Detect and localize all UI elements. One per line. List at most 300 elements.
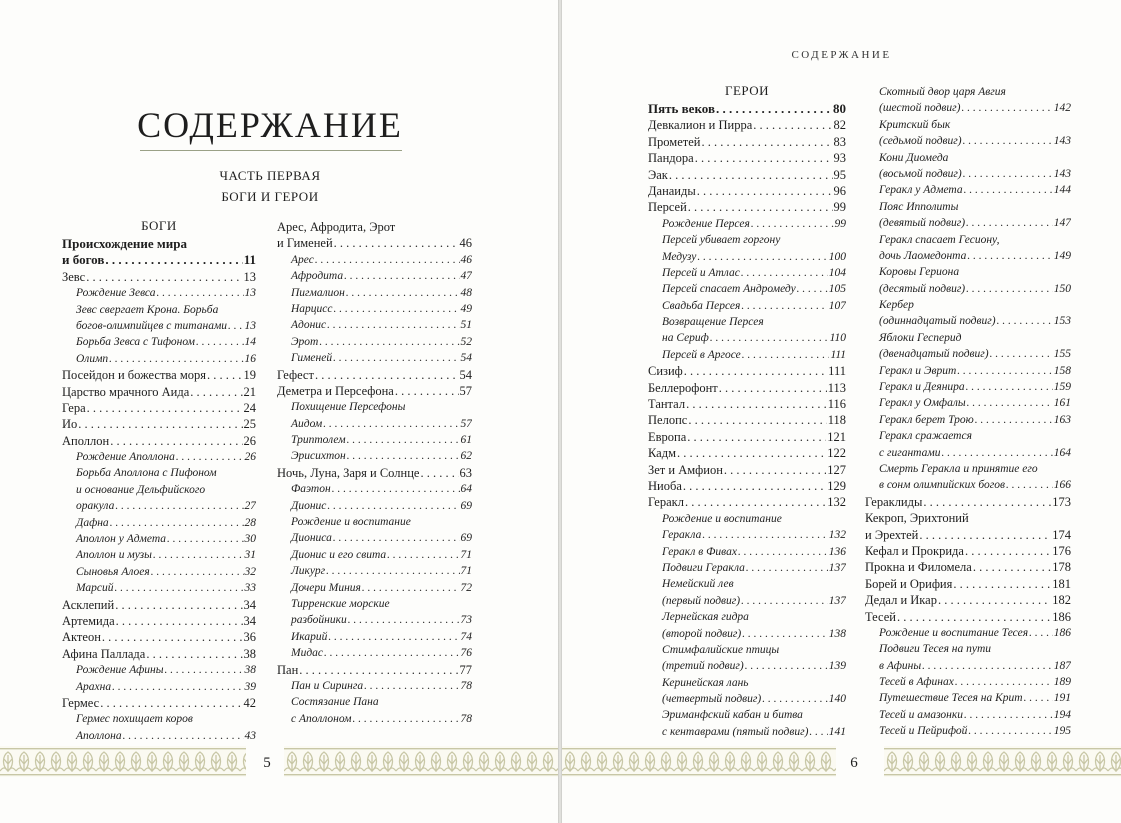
toc-entry-title: Артемида xyxy=(62,613,115,628)
toc-entry xyxy=(865,674,1071,690)
toc-dot-leader xyxy=(967,248,1052,264)
toc-dot-leader xyxy=(964,707,1053,723)
toc-entry xyxy=(277,694,472,710)
toc-page-number: 158 xyxy=(1053,364,1071,377)
toc-dot-leader xyxy=(746,560,828,576)
toc-entry xyxy=(865,609,1071,625)
toc-entry-title: Эрот xyxy=(291,335,319,348)
toc-entry-title: Нарцисс xyxy=(291,302,333,315)
toc-page-number: 132 xyxy=(827,495,846,510)
toc-entry xyxy=(277,530,472,546)
toc-entry-title: (десятый подвиг) xyxy=(879,282,966,295)
toc-entry-title: Рождение и воспитание xyxy=(291,516,411,529)
toc-entry-title: Рождение Аполлона xyxy=(76,451,175,464)
toc-dot-leader xyxy=(319,334,459,350)
toc-entry xyxy=(648,511,846,527)
toc-entry-title: Фаэтон xyxy=(291,483,331,496)
section-heading-gods: БОГИ xyxy=(141,218,177,233)
toc-page-number: 36 xyxy=(243,630,256,645)
toc-dot-leader xyxy=(123,728,244,744)
toc-page-number: 189 xyxy=(1053,676,1071,689)
toc-entry xyxy=(277,498,472,514)
toc-dot-leader xyxy=(112,679,243,695)
toc-entry-title: Коровы Гериона xyxy=(879,266,960,279)
toc-entry-title: Борей и Орифия xyxy=(865,576,953,591)
toc-entry xyxy=(648,560,846,576)
toc-page-number: 195 xyxy=(1053,725,1071,738)
toc-page-number: 144 xyxy=(1053,184,1071,197)
toc-entry xyxy=(865,133,1071,149)
toc-entry-title: на Сериф xyxy=(662,332,709,345)
toc-entry xyxy=(277,350,472,366)
toc-entry xyxy=(648,117,846,133)
toc-entry-title: Ночь, Луна, Заря и Солнце xyxy=(277,465,420,480)
toc-entry-title: в сонм олимпийских богов xyxy=(879,479,1005,492)
toc-entry xyxy=(648,396,846,412)
toc-dot-leader xyxy=(362,580,460,596)
toc-entry-title: Состязание Пана xyxy=(291,696,379,709)
toc-entry xyxy=(277,416,472,432)
toc-entry xyxy=(648,626,846,642)
toc-page-number: 61 xyxy=(460,434,472,447)
toc-entry-title: Геракл у Омфалы xyxy=(879,397,966,410)
toc-dot-leader xyxy=(997,313,1053,329)
running-head: СОДЕРЖАНИЕ xyxy=(791,49,892,61)
toc-dot-leader xyxy=(669,167,833,183)
toc-entry-title: Триптолем xyxy=(291,434,346,447)
toc-entry-title: Рождение Зевса xyxy=(76,287,156,300)
toc-page-number: 166 xyxy=(1053,479,1071,492)
toc-page-number: 178 xyxy=(1052,560,1071,575)
toc-entry xyxy=(648,298,846,314)
toc-entry-title: Зевс свергает Крона. Борьба xyxy=(76,303,219,316)
toc-entry xyxy=(62,728,256,744)
toc-dot-leader xyxy=(327,317,459,333)
toc-page-number: 136 xyxy=(828,545,846,558)
toc-page-number: 161 xyxy=(1053,397,1071,410)
toc-entry xyxy=(648,314,846,330)
toc-entry-title: и Гименей xyxy=(277,236,333,251)
toc-dot-leader xyxy=(688,412,826,428)
toc-page-number: 105 xyxy=(828,283,846,296)
toc-dot-leader xyxy=(315,367,459,383)
toc-entry-title: Персей убивает горгону xyxy=(662,234,781,247)
toc-entry xyxy=(277,268,472,284)
toc-entry-title: Ио xyxy=(62,417,78,432)
toc-entry xyxy=(648,707,846,723)
toc-dot-leader xyxy=(966,379,1053,395)
toc-entry xyxy=(865,346,1071,362)
toc-dot-leader xyxy=(176,449,244,465)
toc-dot-leader xyxy=(966,281,1053,297)
toc-entry xyxy=(865,313,1071,329)
toc-entry-title: дочь Лаомедонта xyxy=(879,249,967,262)
toc-entry xyxy=(648,445,846,461)
toc-entry-title: Сизиф xyxy=(648,364,683,379)
toc-dot-leader xyxy=(922,658,1053,674)
toc-entry-title: Дионис xyxy=(291,499,327,512)
toc-dot-leader xyxy=(702,527,827,543)
toc-entry-title: Эриманфский кабан и битва xyxy=(662,709,803,722)
toc-entry-title: Борьба Зевса с Тифоном xyxy=(76,336,195,349)
toc-dot-leader xyxy=(346,285,460,301)
toc-dot-leader xyxy=(167,531,243,547)
toc-entry-title: Пять веков xyxy=(648,101,715,116)
toc-entry xyxy=(62,465,256,481)
toc-entry xyxy=(62,613,256,629)
toc-entry-title: Персей и Атлас xyxy=(662,266,740,279)
toc-entry xyxy=(277,448,472,464)
toc-entry-title: Тантал xyxy=(648,397,686,412)
toc-entry-title: (седьмой подвиг) xyxy=(879,135,962,148)
toc-entry-title: Возвращение Персея xyxy=(662,316,764,329)
toc-page-number: 71 xyxy=(460,548,472,561)
toc-entry xyxy=(62,531,256,547)
toc-entry xyxy=(62,711,256,727)
ornament-band-left-2-svg xyxy=(284,746,558,777)
toc-dot-leader xyxy=(990,346,1053,362)
toc-page-number: 38 xyxy=(243,646,256,661)
toc-page-number: 57 xyxy=(460,417,472,430)
toc-entry xyxy=(648,249,846,265)
toc-entry-title: Рождение Персея xyxy=(662,217,750,230)
toc-page-number: 78 xyxy=(460,712,472,725)
toc-dot-leader xyxy=(387,547,459,563)
toc-entry xyxy=(62,302,256,318)
toc-entry xyxy=(277,219,472,235)
toc-entry-title: и богов xyxy=(62,252,105,268)
toc-dot-leader xyxy=(938,592,1051,608)
toc-dot-leader xyxy=(955,674,1053,690)
toc-entry xyxy=(865,150,1071,166)
toc-dot-leader xyxy=(716,101,832,117)
toc-entry-title: Кефал и Прокрида xyxy=(865,543,964,558)
toc-page-number: 194 xyxy=(1053,708,1071,721)
toc-entry xyxy=(648,658,846,674)
toc-page-number: 121 xyxy=(827,429,846,444)
toc-dot-leader xyxy=(332,481,460,497)
toc-entry-title: Аполлон у Адмета xyxy=(76,533,167,546)
toc-dot-leader xyxy=(967,395,1053,411)
toc-page-number: 69 xyxy=(460,532,472,545)
toc-page-number: 143 xyxy=(1053,135,1071,148)
toc-entry xyxy=(865,559,1071,575)
toc-dot-leader xyxy=(710,330,829,346)
toc-page-number: 80 xyxy=(833,101,846,116)
toc-page-number: 93 xyxy=(833,151,846,166)
toc-entry-title: Данаиды xyxy=(648,183,696,198)
toc-page-number: 99 xyxy=(834,217,846,230)
toc-dot-leader xyxy=(1024,690,1053,706)
toc-dot-leader xyxy=(207,367,243,383)
toc-page-number: 77 xyxy=(459,662,472,677)
toc-entry xyxy=(62,236,256,252)
toc-entry xyxy=(62,433,256,449)
page-number-left: 5 xyxy=(263,755,271,771)
toc-entry xyxy=(865,445,1071,461)
toc-page-number: 129 xyxy=(827,478,846,493)
page-title: СОДЕРЖАНИЕ xyxy=(137,105,403,145)
toc-entry-title: Сыновья Алоея xyxy=(76,565,150,578)
toc-entry xyxy=(865,199,1071,215)
toc-entry-title: Дафна xyxy=(76,516,109,529)
toc-dot-leader xyxy=(741,298,827,314)
toc-page-number: 13 xyxy=(244,319,256,332)
toc-dot-leader xyxy=(86,269,242,285)
toc-entry xyxy=(865,297,1071,313)
toc-page-number: 43 xyxy=(244,729,256,742)
toc-page-number: 47 xyxy=(460,270,472,283)
toc-page-number: 111 xyxy=(828,364,846,379)
toc-entry-title: Дедал и Икар xyxy=(865,593,937,608)
toc-page-number: 83 xyxy=(833,134,846,149)
toc-page-number: 16 xyxy=(244,352,256,365)
toc-dot-leader xyxy=(683,478,826,494)
toc-entry xyxy=(277,235,472,251)
toc-entry-title: Прокна и Филомела xyxy=(865,560,972,575)
toc-dot-leader xyxy=(973,559,1051,575)
toc-entry xyxy=(865,690,1071,706)
toc-entry-title: Ликург xyxy=(291,565,326,578)
toc-dot-leader xyxy=(102,629,243,645)
toc-entry-title: Кербер xyxy=(879,299,914,312)
toc-entry xyxy=(62,400,256,416)
toc-entry xyxy=(648,576,846,592)
toc-entry-title: Кекроп, Эрихтоний xyxy=(865,511,969,526)
toc-entry-title: Адонис xyxy=(291,319,327,332)
toc-entry xyxy=(865,100,1071,116)
toc-entry xyxy=(648,363,846,379)
toc-page-number: 49 xyxy=(460,302,472,315)
toc-page-number: 14 xyxy=(244,336,256,349)
toc-entry-title: Тесей и амазонки xyxy=(879,708,963,721)
toc-entry-title: Арес xyxy=(291,253,314,266)
toc-entry-title: (четвертый подвиг) xyxy=(662,693,762,706)
toc-page-number: 142 xyxy=(1053,102,1071,115)
toc-entry xyxy=(865,428,1071,444)
toc-dot-leader xyxy=(684,363,827,379)
toc-entry xyxy=(648,281,846,297)
toc-entry xyxy=(865,477,1071,493)
toc-dot-leader xyxy=(953,576,1051,592)
toc-page-number: 186 xyxy=(1053,626,1071,639)
toc-entry-title: Гера xyxy=(62,400,86,415)
toc-entry xyxy=(62,318,256,334)
toc-page-number: 143 xyxy=(1053,167,1071,180)
toc-entry xyxy=(277,678,472,694)
toc-dot-leader xyxy=(719,380,827,396)
toc-entry xyxy=(62,564,256,580)
toc-page-number: 33 xyxy=(244,582,256,595)
toc-column-gods xyxy=(62,218,256,744)
toc-page-number: 186 xyxy=(1052,609,1071,624)
toc-entry-title: Кони Диомеда xyxy=(879,151,949,164)
toc-dot-leader xyxy=(109,351,243,367)
toc-dot-leader xyxy=(333,530,460,546)
toc-entry-title: Арес, Афродита, Эрот xyxy=(277,220,396,234)
toc-entry-title: Гермес похищает коров xyxy=(76,713,193,726)
toc-entry-title: Геракла xyxy=(662,529,702,542)
toc-page-number: 52 xyxy=(460,335,472,348)
toc-dot-leader xyxy=(115,597,242,613)
toc-entry-title: Геракл xyxy=(648,495,684,510)
part-title: БОГИ И ГЕРОИ xyxy=(221,189,319,204)
toc-page-number: 110 xyxy=(829,332,846,345)
toc-page-number: 62 xyxy=(460,450,472,463)
toc-page-number: 150 xyxy=(1053,282,1071,295)
toc-entry xyxy=(277,481,472,497)
toc-entry xyxy=(277,596,472,612)
toc-entry-title: Борьба Аполлона с Пифоном xyxy=(76,467,217,480)
toc-entry xyxy=(865,461,1071,477)
toc-dot-leader xyxy=(116,613,243,629)
toc-entry xyxy=(865,707,1071,723)
toc-dot-leader xyxy=(110,433,242,449)
toc-page-number: 46 xyxy=(459,236,472,251)
toc-entry xyxy=(865,658,1071,674)
toc-page-number: 19 xyxy=(243,368,256,383)
toc-entry xyxy=(62,384,256,400)
toc-entry xyxy=(277,301,472,317)
toc-entry xyxy=(648,462,846,478)
toc-page-number: 155 xyxy=(1053,348,1071,361)
toc-entry xyxy=(62,662,256,678)
toc-page-number: 187 xyxy=(1053,659,1071,672)
toc-entry xyxy=(62,597,256,613)
toc-entry xyxy=(277,711,472,727)
toc-entry xyxy=(648,494,846,510)
toc-page-number: 27 xyxy=(244,500,256,513)
toc-entry-title: Аполлон и музы xyxy=(76,549,152,562)
toc-entry xyxy=(865,641,1071,657)
toc-dot-leader xyxy=(961,100,1052,116)
toc-page-number: 24 xyxy=(243,400,256,415)
toc-entry-title: Мидас xyxy=(291,647,324,660)
toc-entry xyxy=(648,101,846,117)
toc-dot-leader xyxy=(753,117,832,133)
toc-entry xyxy=(277,334,472,350)
toc-entry-title: (второй подвиг) xyxy=(662,627,742,640)
toc-entry xyxy=(62,334,256,350)
toc-entry-title: Дионис и его свита xyxy=(291,548,387,561)
toc-entry xyxy=(648,134,846,150)
toc-entry xyxy=(62,515,256,531)
ornament-band-left xyxy=(0,746,246,777)
toc-dot-leader xyxy=(762,691,828,707)
toc-entry xyxy=(648,330,846,346)
toc-page-number: 137 xyxy=(828,594,846,607)
toc-entry xyxy=(648,199,846,215)
toc-entry-title: Пояс Ипполиты xyxy=(879,200,959,213)
toc-dot-leader xyxy=(328,629,459,645)
toc-entry-title: Прометей xyxy=(648,134,701,149)
toc-entry-title: Подвиги Тесея на пути xyxy=(879,643,992,656)
toc-entry-title: (первый подвиг) xyxy=(662,594,741,607)
toc-page-number: 164 xyxy=(1053,446,1071,459)
toc-entry xyxy=(648,593,846,609)
toc-page-number: 95 xyxy=(833,167,846,182)
toc-dot-leader xyxy=(966,215,1053,231)
toc-page-number: 78 xyxy=(460,679,472,692)
toc-entry-title: с кентаврами (пятый подвиг) xyxy=(662,725,809,738)
toc-entry xyxy=(648,380,846,396)
toc-entry xyxy=(277,580,472,596)
toc-entry xyxy=(62,351,256,367)
toc-dot-leader xyxy=(724,462,826,478)
toc-column-gods-continued xyxy=(277,219,472,727)
toc-page-number: 153 xyxy=(1053,315,1071,328)
toc-page-number: 182 xyxy=(1052,593,1071,608)
toc-page-number: 99 xyxy=(833,200,846,215)
toc-entry-title: (третий подвиг) xyxy=(662,660,744,673)
toc-dot-leader xyxy=(324,645,459,661)
toc-entry-title: (двенадцатый подвиг) xyxy=(879,348,989,361)
toc-page-number: 72 xyxy=(460,581,472,594)
toc-entry xyxy=(648,412,846,428)
toc-entry xyxy=(277,317,472,333)
toc-entry-title: Гераклиды xyxy=(865,494,923,509)
toc-page-number: 34 xyxy=(243,613,256,628)
toc-page-number: 118 xyxy=(827,413,846,428)
toc-page-number: 26 xyxy=(244,451,256,464)
toc-entry-title: Дочери Миния xyxy=(291,581,361,594)
toc-page-number: 11 xyxy=(243,252,256,268)
toc-dot-leader xyxy=(156,285,243,301)
toc-entry-title: с Аполлоном xyxy=(291,712,352,725)
toc-page-number: 13 xyxy=(244,287,256,300)
toc-dot-leader xyxy=(745,658,828,674)
toc-page-number: 71 xyxy=(460,565,472,578)
toc-dot-leader xyxy=(78,416,242,432)
toc-page-number: 137 xyxy=(828,561,846,574)
ornament-band-right-2-svg xyxy=(884,746,1121,777)
toc-entry-title: Происхождение мира xyxy=(62,236,187,251)
toc-dot-leader xyxy=(741,593,828,609)
toc-entry-title: Икарий xyxy=(291,630,328,643)
toc-page-number: 82 xyxy=(833,118,846,133)
toc-entry xyxy=(865,592,1071,608)
toc-column-heroes-continued xyxy=(865,84,1071,740)
toc-dot-leader xyxy=(153,547,244,563)
toc-dot-leader xyxy=(1006,477,1053,493)
toc-entry-title: Аидом xyxy=(291,417,323,430)
toc-entry xyxy=(648,691,846,707)
toc-entry-title: Ниоба xyxy=(648,478,682,493)
toc-entry xyxy=(865,281,1071,297)
toc-entry xyxy=(648,609,846,625)
ornament-band-left-svg xyxy=(0,746,246,777)
toc-entry-title: Геракл берет Трою xyxy=(879,413,974,426)
toc-entry-title: Геракл сражается xyxy=(879,430,972,443)
toc-entry xyxy=(648,232,846,248)
toc-page-number: 113 xyxy=(827,380,846,395)
toc-dot-leader xyxy=(364,678,459,694)
toc-entry-title: Гименей xyxy=(291,352,333,365)
toc-entry xyxy=(865,527,1071,543)
toc-entry-title: Зевс xyxy=(62,269,86,284)
toc-entry xyxy=(648,544,846,560)
toc-page-number: 176 xyxy=(1052,543,1071,558)
toc-dot-leader xyxy=(695,150,833,166)
toc-dot-leader xyxy=(809,724,827,740)
toc-dot-leader xyxy=(968,723,1052,739)
toc-entry-title: Афродита xyxy=(291,270,344,283)
toc-entry-title: Лернейская гидра xyxy=(662,611,749,624)
toc-entry xyxy=(648,183,846,199)
toc-dot-leader xyxy=(697,249,827,265)
toc-dot-leader xyxy=(105,252,242,268)
toc-entry-title: Диониса xyxy=(291,532,332,545)
